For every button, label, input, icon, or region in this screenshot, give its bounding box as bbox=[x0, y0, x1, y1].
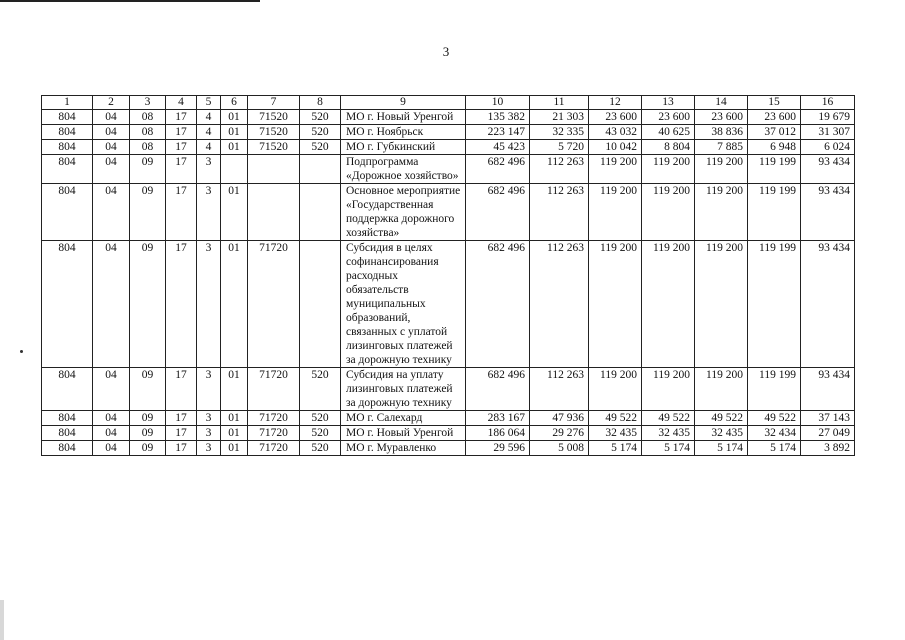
amount-cell: 5 174 bbox=[695, 441, 748, 456]
page-number: 3 bbox=[442, 44, 450, 59]
code-cell: 804 bbox=[42, 241, 93, 368]
code-cell: 01 bbox=[221, 140, 248, 155]
code-cell: 71720 bbox=[248, 368, 300, 411]
amount-cell: 43 032 bbox=[589, 125, 642, 140]
code-cell: 17 bbox=[166, 411, 197, 426]
code-cell: 09 bbox=[130, 155, 166, 184]
code-cell: 17 bbox=[166, 125, 197, 140]
code-cell: 804 bbox=[42, 110, 93, 125]
row-name-cell: МО г. Муравленко bbox=[341, 441, 466, 456]
amount-cell: 119 200 bbox=[642, 184, 695, 241]
amount-cell: 47 936 bbox=[530, 411, 589, 426]
code-cell: 09 bbox=[130, 368, 166, 411]
column-header: 6 bbox=[221, 96, 248, 110]
code-cell: 01 bbox=[221, 125, 248, 140]
code-cell: 3 bbox=[197, 441, 221, 456]
amount-cell: 10 042 bbox=[589, 140, 642, 155]
amount-cell: 49 522 bbox=[589, 411, 642, 426]
amount-cell: 23 600 bbox=[748, 110, 801, 125]
code-cell: 17 bbox=[166, 368, 197, 411]
amount-cell: 119 200 bbox=[642, 241, 695, 368]
code-cell bbox=[221, 155, 248, 184]
row-name-cell: МО г. Новый Уренгой bbox=[341, 110, 466, 125]
code-cell: 08 bbox=[130, 125, 166, 140]
amount-cell: 5 008 bbox=[530, 441, 589, 456]
code-cell: 71720 bbox=[248, 411, 300, 426]
margin-dot bbox=[20, 350, 23, 353]
code-cell: 520 bbox=[300, 411, 341, 426]
code-cell: 17 bbox=[166, 184, 197, 241]
amount-cell: 49 522 bbox=[642, 411, 695, 426]
amount-cell: 112 263 bbox=[530, 368, 589, 411]
code-cell: 01 bbox=[221, 426, 248, 441]
amount-cell: 119 200 bbox=[589, 241, 642, 368]
code-cell: 04 bbox=[93, 368, 130, 411]
code-cell: 04 bbox=[93, 441, 130, 456]
amount-cell: 5 174 bbox=[748, 441, 801, 456]
row-name-cell: Субсидия на уплату лизинговых платежей за дорожную технику bbox=[341, 368, 466, 411]
amount-cell: 223 147 bbox=[466, 125, 530, 140]
row-name-cell: Основное мероприятие «Государственная поддержка дорожного хозяйства» bbox=[341, 184, 466, 241]
code-cell: 17 bbox=[166, 110, 197, 125]
code-cell: 71520 bbox=[248, 140, 300, 155]
amount-cell: 93 434 bbox=[801, 155, 855, 184]
row-name-cell: МО г. Новый Уренгой bbox=[341, 426, 466, 441]
table-row bbox=[42, 411, 855, 426]
code-cell: 08 bbox=[130, 140, 166, 155]
code-cell: 3 bbox=[197, 411, 221, 426]
amount-cell: 23 600 bbox=[642, 110, 695, 125]
column-header: 9 bbox=[341, 96, 466, 110]
column-header: 2 bbox=[93, 96, 130, 110]
amount-cell: 3 892 bbox=[801, 441, 855, 456]
amount-cell: 119 199 bbox=[748, 241, 801, 368]
amount-cell: 5 174 bbox=[589, 441, 642, 456]
amount-cell: 7 885 bbox=[695, 140, 748, 155]
row-name-cell: Субсидия в целях софинансирования расходных обязательств муниципальных образований, связанных с уплатой лизинговых платежей за дорожную технику bbox=[341, 241, 466, 368]
amount-cell: 119 200 bbox=[695, 241, 748, 368]
amount-cell: 119 199 bbox=[748, 184, 801, 241]
amount-cell: 93 434 bbox=[801, 241, 855, 368]
code-cell: 17 bbox=[166, 441, 197, 456]
code-cell: 804 bbox=[42, 184, 93, 241]
code-cell: 04 bbox=[93, 155, 130, 184]
column-header: 16 bbox=[801, 96, 855, 110]
amount-cell: 29 596 bbox=[466, 441, 530, 456]
amount-cell: 23 600 bbox=[589, 110, 642, 125]
code-cell: 804 bbox=[42, 155, 93, 184]
amount-cell: 186 064 bbox=[466, 426, 530, 441]
code-cell: 71720 bbox=[248, 441, 300, 456]
code-cell: 04 bbox=[93, 125, 130, 140]
code-cell: 804 bbox=[42, 426, 93, 441]
code-cell bbox=[248, 184, 300, 241]
amount-cell: 93 434 bbox=[801, 368, 855, 411]
code-cell: 3 bbox=[197, 241, 221, 368]
column-header: 8 bbox=[300, 96, 341, 110]
code-cell: 09 bbox=[130, 241, 166, 368]
code-cell: 01 bbox=[221, 110, 248, 125]
amount-cell: 682 496 bbox=[466, 241, 530, 368]
amount-cell: 119 200 bbox=[642, 368, 695, 411]
code-cell bbox=[300, 241, 341, 368]
amount-cell: 682 496 bbox=[466, 155, 530, 184]
amount-cell: 19 679 bbox=[801, 110, 855, 125]
amount-cell: 32 335 bbox=[530, 125, 589, 140]
code-cell bbox=[300, 155, 341, 184]
amount-cell: 45 423 bbox=[466, 140, 530, 155]
code-cell: 71520 bbox=[248, 110, 300, 125]
amount-cell: 37 143 bbox=[801, 411, 855, 426]
amount-cell: 112 263 bbox=[530, 241, 589, 368]
column-header: 7 bbox=[248, 96, 300, 110]
table-row bbox=[42, 426, 855, 441]
amount-cell: 119 200 bbox=[695, 184, 748, 241]
amount-cell: 49 522 bbox=[748, 411, 801, 426]
code-cell: 01 bbox=[221, 184, 248, 241]
code-cell: 3 bbox=[197, 426, 221, 441]
code-cell bbox=[300, 184, 341, 241]
amount-cell: 119 200 bbox=[589, 368, 642, 411]
table-row bbox=[42, 155, 855, 184]
table-row bbox=[42, 110, 855, 125]
column-header: 15 bbox=[748, 96, 801, 110]
code-cell: 04 bbox=[93, 140, 130, 155]
amount-cell: 37 012 bbox=[748, 125, 801, 140]
code-cell bbox=[248, 155, 300, 184]
table-row bbox=[42, 368, 855, 411]
code-cell: 01 bbox=[221, 411, 248, 426]
code-cell: 3 bbox=[197, 184, 221, 241]
code-cell: 804 bbox=[42, 125, 93, 140]
code-cell: 04 bbox=[93, 110, 130, 125]
amount-cell: 32 435 bbox=[695, 426, 748, 441]
amount-cell: 112 263 bbox=[530, 184, 589, 241]
top-border-line bbox=[0, 0, 260, 2]
amount-cell: 21 303 bbox=[530, 110, 589, 125]
amount-cell: 6 948 bbox=[748, 140, 801, 155]
amount-cell: 5 174 bbox=[642, 441, 695, 456]
amount-cell: 31 307 bbox=[801, 125, 855, 140]
column-header: 4 bbox=[166, 96, 197, 110]
amount-cell: 119 200 bbox=[695, 155, 748, 184]
code-cell: 520 bbox=[300, 426, 341, 441]
row-name-cell: МО г. Салехард bbox=[341, 411, 466, 426]
amount-cell: 112 263 bbox=[530, 155, 589, 184]
code-cell: 08 bbox=[130, 110, 166, 125]
code-cell: 17 bbox=[166, 426, 197, 441]
table-row bbox=[42, 140, 855, 155]
amount-cell: 27 049 bbox=[801, 426, 855, 441]
column-header: 13 bbox=[642, 96, 695, 110]
budget-table bbox=[41, 95, 855, 456]
amount-cell: 32 435 bbox=[589, 426, 642, 441]
amount-cell: 135 382 bbox=[466, 110, 530, 125]
code-cell: 3 bbox=[197, 155, 221, 184]
column-header: 14 bbox=[695, 96, 748, 110]
column-header: 11 bbox=[530, 96, 589, 110]
code-cell: 01 bbox=[221, 241, 248, 368]
code-cell: 04 bbox=[93, 411, 130, 426]
code-cell: 520 bbox=[300, 110, 341, 125]
amount-cell: 119 200 bbox=[589, 155, 642, 184]
amount-cell: 5 720 bbox=[530, 140, 589, 155]
row-name-cell: Подпрограмма «Дорожное хозяйство» bbox=[341, 155, 466, 184]
table-row bbox=[42, 241, 855, 368]
code-cell: 09 bbox=[130, 441, 166, 456]
code-cell: 09 bbox=[130, 411, 166, 426]
column-header: 10 bbox=[466, 96, 530, 110]
code-cell: 3 bbox=[197, 368, 221, 411]
code-cell: 520 bbox=[300, 368, 341, 411]
amount-cell: 23 600 bbox=[695, 110, 748, 125]
amount-cell: 6 024 bbox=[801, 140, 855, 155]
code-cell: 71520 bbox=[248, 125, 300, 140]
code-cell: 4 bbox=[197, 140, 221, 155]
code-cell: 17 bbox=[166, 155, 197, 184]
amount-cell: 38 836 bbox=[695, 125, 748, 140]
amount-cell: 49 522 bbox=[695, 411, 748, 426]
code-cell: 4 bbox=[197, 125, 221, 140]
table-header-row bbox=[42, 96, 855, 110]
code-cell: 71720 bbox=[248, 241, 300, 368]
amount-cell: 93 434 bbox=[801, 184, 855, 241]
table-row bbox=[42, 441, 855, 456]
amount-cell: 682 496 bbox=[466, 184, 530, 241]
amount-cell: 32 435 bbox=[642, 426, 695, 441]
amount-cell: 119 199 bbox=[748, 155, 801, 184]
code-cell: 520 bbox=[300, 441, 341, 456]
amount-cell: 40 625 bbox=[642, 125, 695, 140]
amount-cell: 8 804 bbox=[642, 140, 695, 155]
code-cell: 01 bbox=[221, 441, 248, 456]
row-name-cell: МО г. Губкинский bbox=[341, 140, 466, 155]
amount-cell: 119 200 bbox=[589, 184, 642, 241]
code-cell: 09 bbox=[130, 184, 166, 241]
column-header: 5 bbox=[197, 96, 221, 110]
code-cell: 520 bbox=[300, 140, 341, 155]
code-cell: 01 bbox=[221, 368, 248, 411]
code-cell: 17 bbox=[166, 140, 197, 155]
code-cell: 04 bbox=[93, 184, 130, 241]
code-cell: 71720 bbox=[248, 426, 300, 441]
amount-cell: 119 200 bbox=[695, 368, 748, 411]
scan-edge-mark bbox=[0, 600, 4, 640]
amount-cell: 32 434 bbox=[748, 426, 801, 441]
amount-cell: 29 276 bbox=[530, 426, 589, 441]
table-row bbox=[42, 125, 855, 140]
amount-cell: 119 199 bbox=[748, 368, 801, 411]
amount-cell: 682 496 bbox=[466, 368, 530, 411]
code-cell: 804 bbox=[42, 140, 93, 155]
code-cell: 804 bbox=[42, 368, 93, 411]
table-row bbox=[42, 184, 855, 241]
code-cell: 520 bbox=[300, 125, 341, 140]
code-cell: 4 bbox=[197, 110, 221, 125]
column-header: 12 bbox=[589, 96, 642, 110]
amount-cell: 283 167 bbox=[466, 411, 530, 426]
code-cell: 804 bbox=[42, 411, 93, 426]
row-name-cell: МО г. Ноябрьск bbox=[341, 125, 466, 140]
column-header: 1 bbox=[42, 96, 93, 110]
code-cell: 804 bbox=[42, 441, 93, 456]
code-cell: 17 bbox=[166, 241, 197, 368]
code-cell: 09 bbox=[130, 426, 166, 441]
code-cell: 04 bbox=[93, 426, 130, 441]
code-cell: 04 bbox=[93, 241, 130, 368]
column-header: 3 bbox=[130, 96, 166, 110]
amount-cell: 119 200 bbox=[642, 155, 695, 184]
